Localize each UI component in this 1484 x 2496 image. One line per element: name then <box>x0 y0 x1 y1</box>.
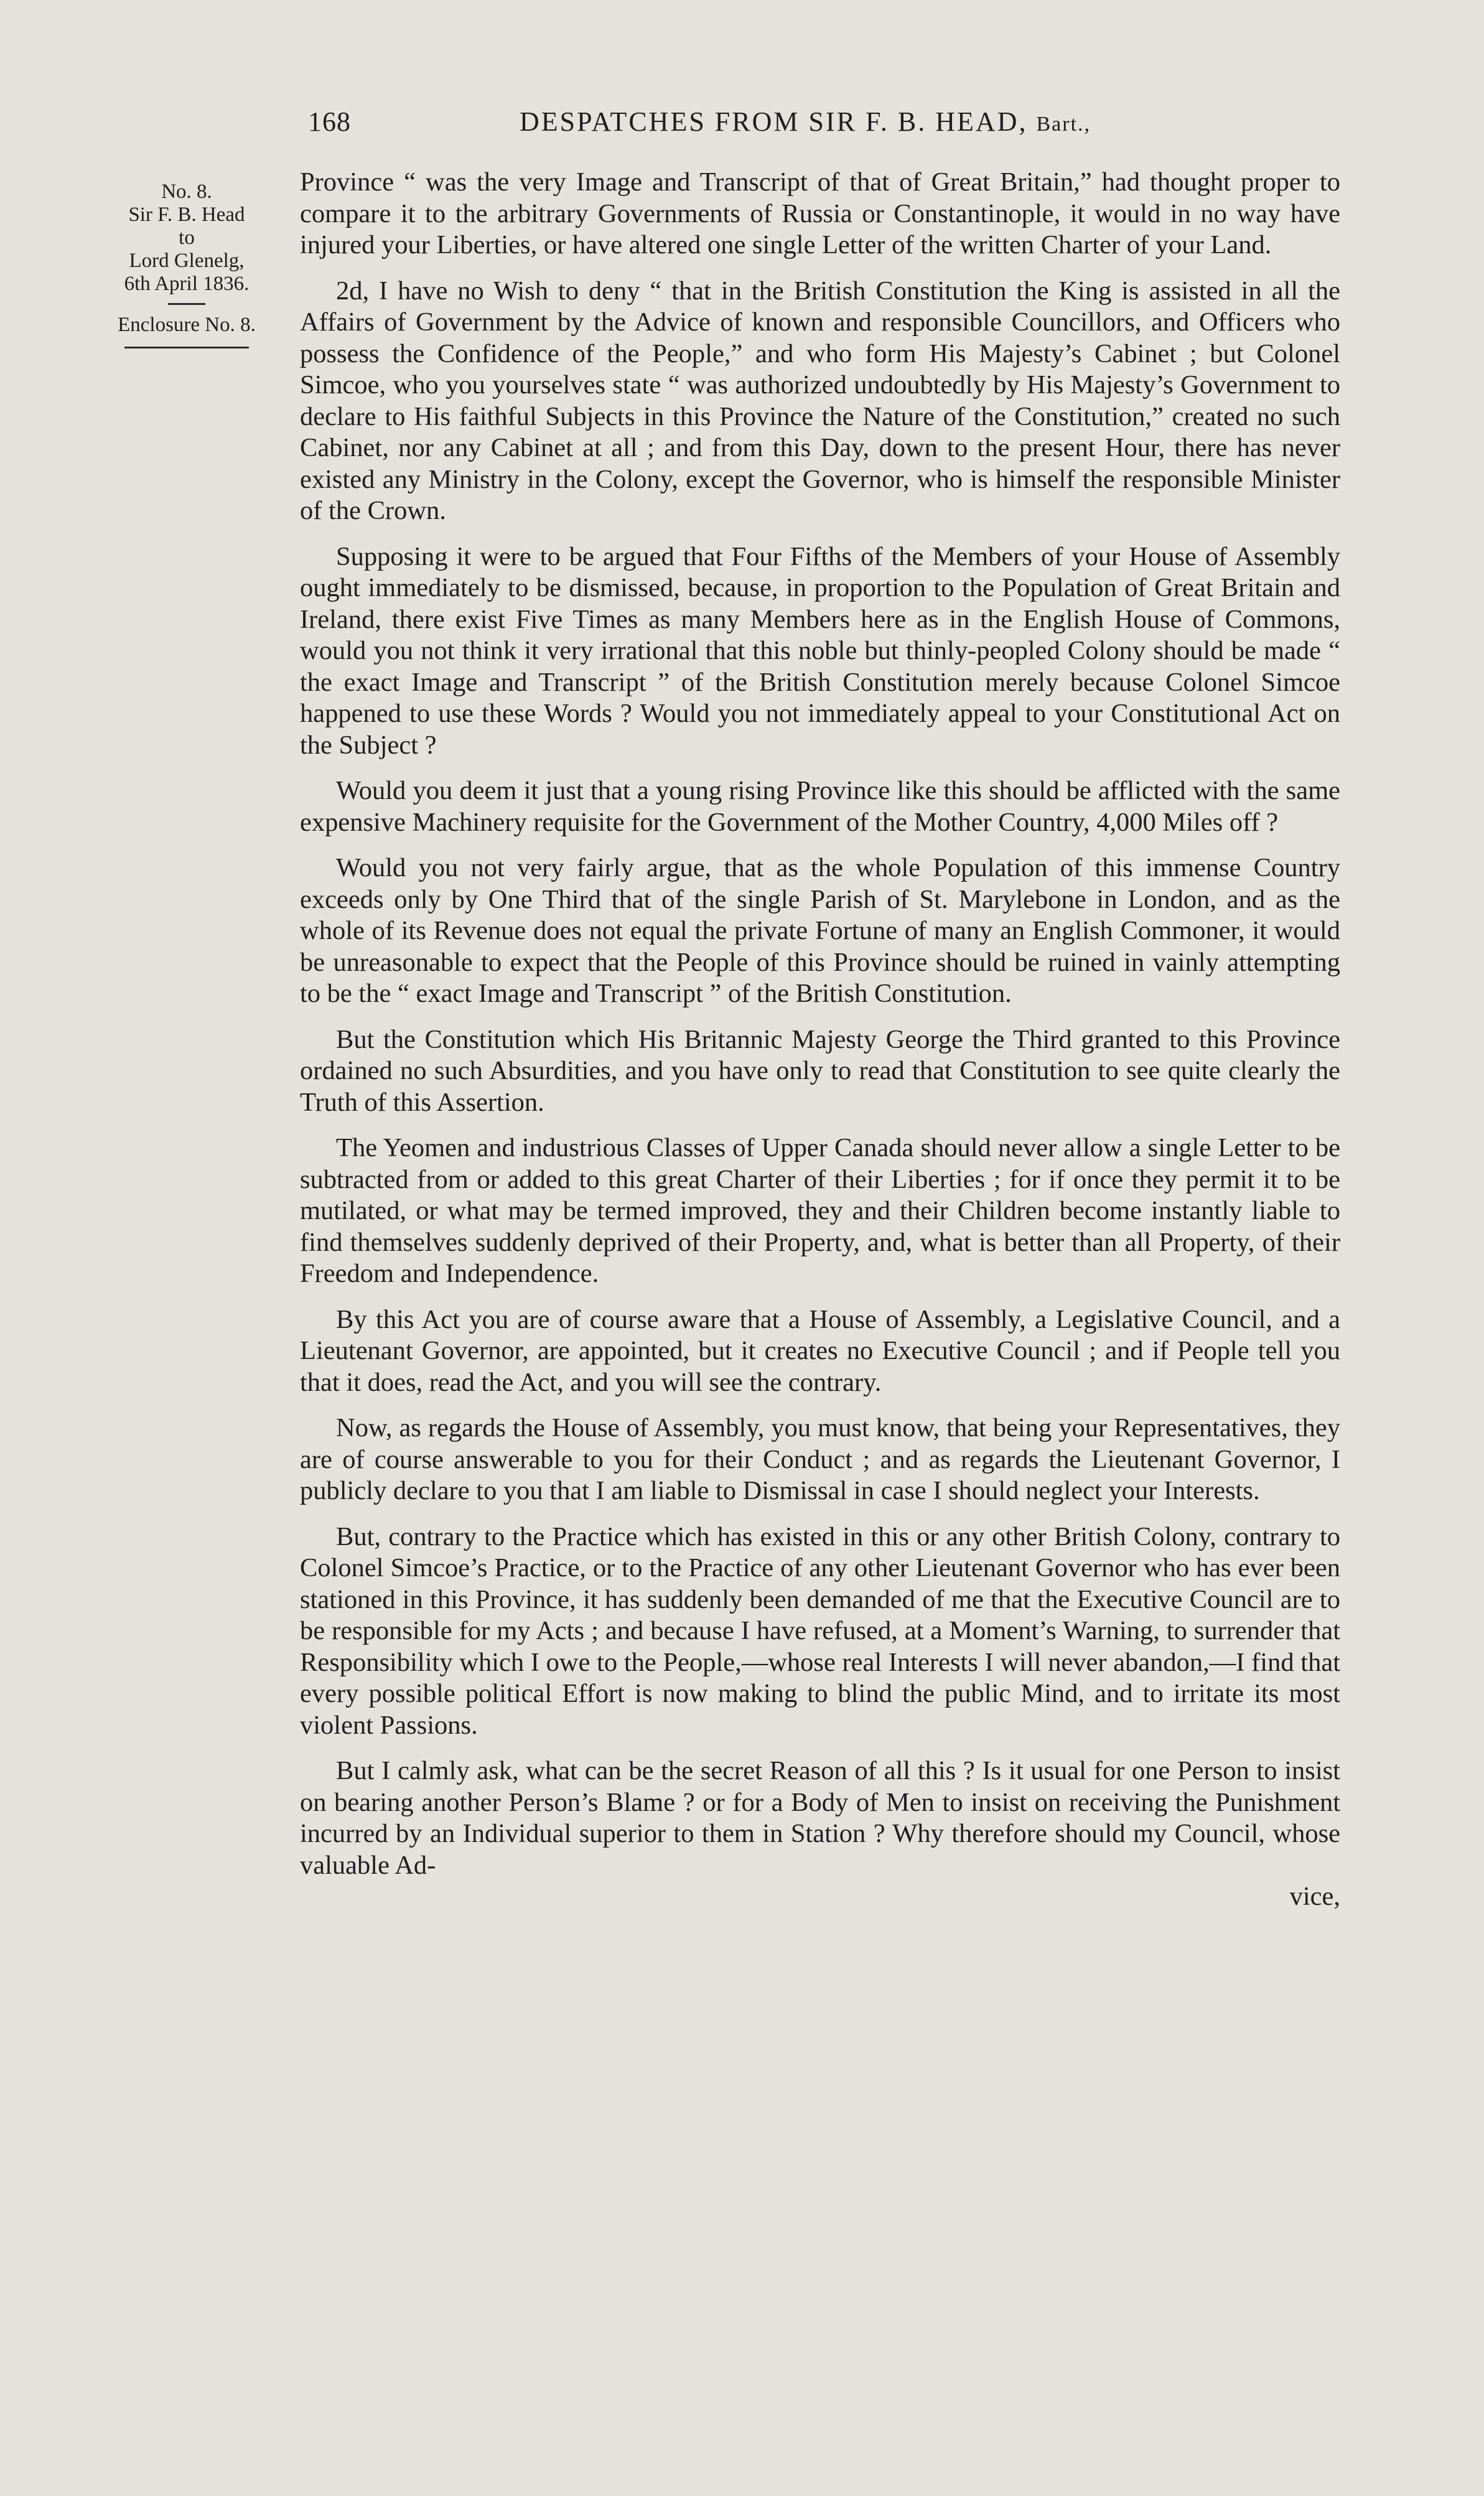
paragraph: But, contrary to the Practice which has existed in this or any other British Colony, contrary to Colonel Simcoe’s Practice, or to the Practice of any other Lieutenant Governor who has ever been stationed in this Province, it has suddenly been demanded of me that the Executive Council are to be responsible for my Acts ; and because I have refused, at a Moment’s Warning, to surrender that Responsibility which I owe to the People,—whose real Interests I will never abandon,—I find that every possible political Effort is now making to blind the public Mind, and to irritate its most violent Passions. <box>300 1521 1340 1740</box>
paragraph: The Yeomen and industrious Classes of Upper Canada should never allow a single Letter to be subtracted from or added to this great Charter of their Liberties ; for if once they permit it to be mutilated, or what may be termed improved, they and their Children become instantly liable to find themselves suddenly deprived of their Property, and, what is better than all Property, of their Freedom and Independence. <box>300 1133 1340 1288</box>
paragraph: 2d, I have no Wish to deny “ that in the British Constitution the King is assisted in all the Affairs of Government by the Advice of known and responsible Councillors, and Officers who possess the Confidence of the People,” and who form His Majesty’s Cabinet ; but Colonel Simcoe, who you yourselves state “ was authorized undoubtedly by His Majesty’s Government to declare to His faithful Subjects in this Province the Nature of the Constitution,” created no such Cabinet, nor any Cabinet at all ; and from this Day, down to the present Hour, there has never existed any Ministry in the Colony, except the Governor, who is himself the responsible Minister of the Crown. <box>300 276 1340 525</box>
paragraph: But I calmly ask, what can be the secret Reason of all this ? Is it usual for one Person to insist on bearing another Person’s Blame ? or for a Body of Men to insist on receiving the Punishment incurred by an Individual superior to them in Station ? Why therefore should my Council, whose valuable Ad- <box>300 1756 1340 1880</box>
margin-divider <box>124 347 249 348</box>
paragraph: Would you not very fairly argue, that as the whole Population of this immense Country exceeds only by One Third that of the single Parish of St. Marylebone in London, and as the whole of its Revenue does not equal the private Fortune of many an English Commoner, it would be unreasonable to expect that the People of this Province should be ruined in vainly attempting to be the “ exact Image and Transcript ” of the British Constitution. <box>300 853 1340 1008</box>
margin-note <box>93 180 280 348</box>
page-number: 168 <box>308 106 351 137</box>
paragraph: By this Act you are of course aware that a House of Assembly, a Legislative Council, and a Lieutenant Governor, are appointed, but it creates no Executive Council ; and if People tell you that it does, read the Act, and you will see the contrary. <box>300 1304 1340 1397</box>
catchword: vice, <box>1289 1882 1340 1911</box>
margin-note-line: 6th April 1836. <box>124 273 250 295</box>
margin-note-line: Lord Glenelg, <box>129 250 245 272</box>
margin-note-line: Sir F. B. Head <box>128 203 245 226</box>
running-title-main: DESPATCHES FROM SIR F. B. HEAD, <box>520 106 1037 137</box>
page-header <box>308 106 1341 156</box>
running-title <box>520 106 1091 138</box>
paragraph: Now, as regards the House of Assembly, you must know, that being your Representatives, they are of course answerable to you for their Conduct ; and as regards the Lieutenant Governor, I publicly declare to you that I am liable to Dismissal in case I should neglect your Interests. <box>300 1413 1340 1505</box>
paragraph: Would you deem it just that a young rising Province like this should be afflicted with the same expensive Machinery requisite for the Government of the Mother Country, 4,000 Miles off ? <box>300 776 1340 837</box>
enclosure-label: Enclosure No. 8. <box>118 314 256 336</box>
running-title-tail: Bart., <box>1036 113 1091 136</box>
margin-divider <box>168 303 205 305</box>
paragraph: Province “ was the very Image and Transcript of that of Great Britain,” had thought proper to compare it to the arbitrary Governments of Russia or Constantinople, it would in no way have injured your Liberties, or have altered one single Letter of the written Charter of your Land. <box>300 167 1340 259</box>
paragraph: Supposing it were to be argued that Four Fifths of the Members of your House of Assembly ought immediately to be dismissed, because, in proportion to the Population of Great Britain and Ireland, there exist Five Times as many Members here as in the English House of Commons, would you not think it very irrational that this noble but thinly-peopled Colony should be made “ the exact Image and Transcript ” of the British Constitution merely because Colonel Simcoe happened to use these Words ? Would you not immediately appeal to your Constitutional Act on the Subject ? <box>300 541 1340 760</box>
margin-note-line: to <box>179 227 195 249</box>
paragraph: But the Constitution which His Britannic Majesty George the Third granted to this Province ordained no such Absurdities, and you have only to read that Constitution to see quite clearly the Truth of this Assertion. <box>300 1024 1340 1117</box>
body-text <box>300 167 1340 1913</box>
margin-note-line: No. 8. <box>161 180 212 203</box>
